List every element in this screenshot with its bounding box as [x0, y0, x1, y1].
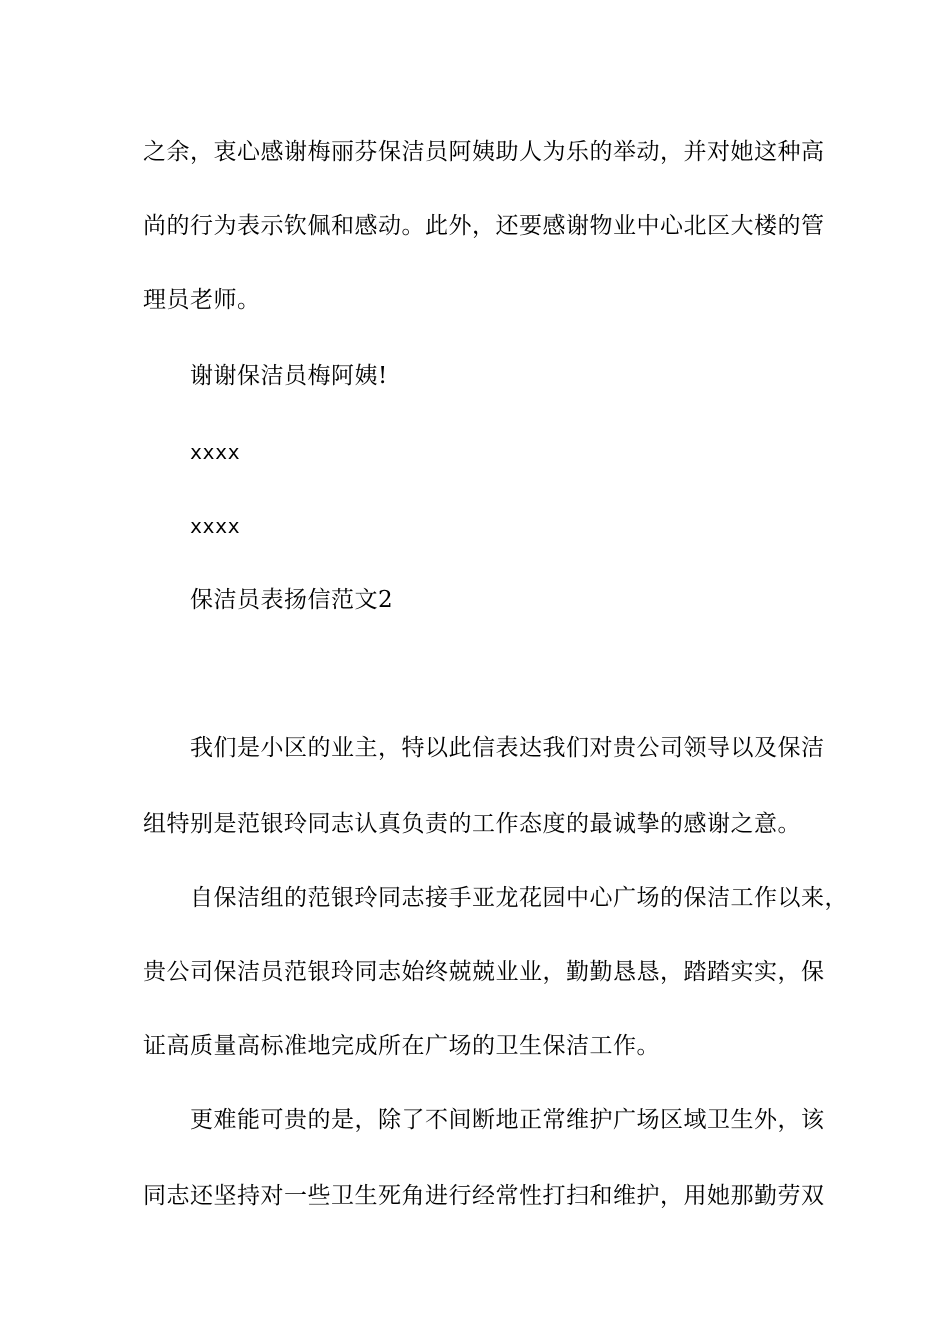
- date-placeholder: xxxx: [190, 514, 241, 538]
- body-text-line: 我们是小区的业主，特以此信表达我们对贵公司领导以及保洁: [190, 735, 825, 761]
- body-text-line: 贵公司保洁员范银玲同志始终兢兢业业，勤勤恳恳，踏踏实实，保: [143, 959, 825, 985]
- body-text-line: 尚的行为表示钦佩和感动。此外，还要感谢物业中心北区大楼的管: [143, 213, 825, 239]
- body-text-line: 自保洁组的范银玲同志接手亚龙花园中心广场的保洁工作以来，: [190, 885, 848, 911]
- closing-thanks: 谢谢保洁员梅阿姨!: [190, 363, 388, 389]
- section-heading: 保洁员表扬信范文2: [190, 587, 394, 613]
- body-text-line: 之余，衷心感谢梅丽芬保洁员阿姨助人为乐的举动，并对她这种高: [143, 139, 825, 165]
- body-text-line: 组特别是范银玲同志认真负责的工作态度的最诚挚的感谢之意。: [143, 811, 801, 837]
- body-text-line: 同志还坚持对一些卫生死角进行经常性打扫和维护，用她那勤劳双: [143, 1183, 825, 1209]
- body-text-line: 更难能可贵的是，除了不间断地正常维护广场区域卫生外，该: [190, 1107, 825, 1133]
- body-text-line: 理员老师。: [143, 287, 261, 313]
- signature-placeholder: xxxx: [190, 440, 241, 464]
- body-text-line: 证高质量高标准地完成所在广场的卫生保洁工作。: [143, 1033, 660, 1059]
